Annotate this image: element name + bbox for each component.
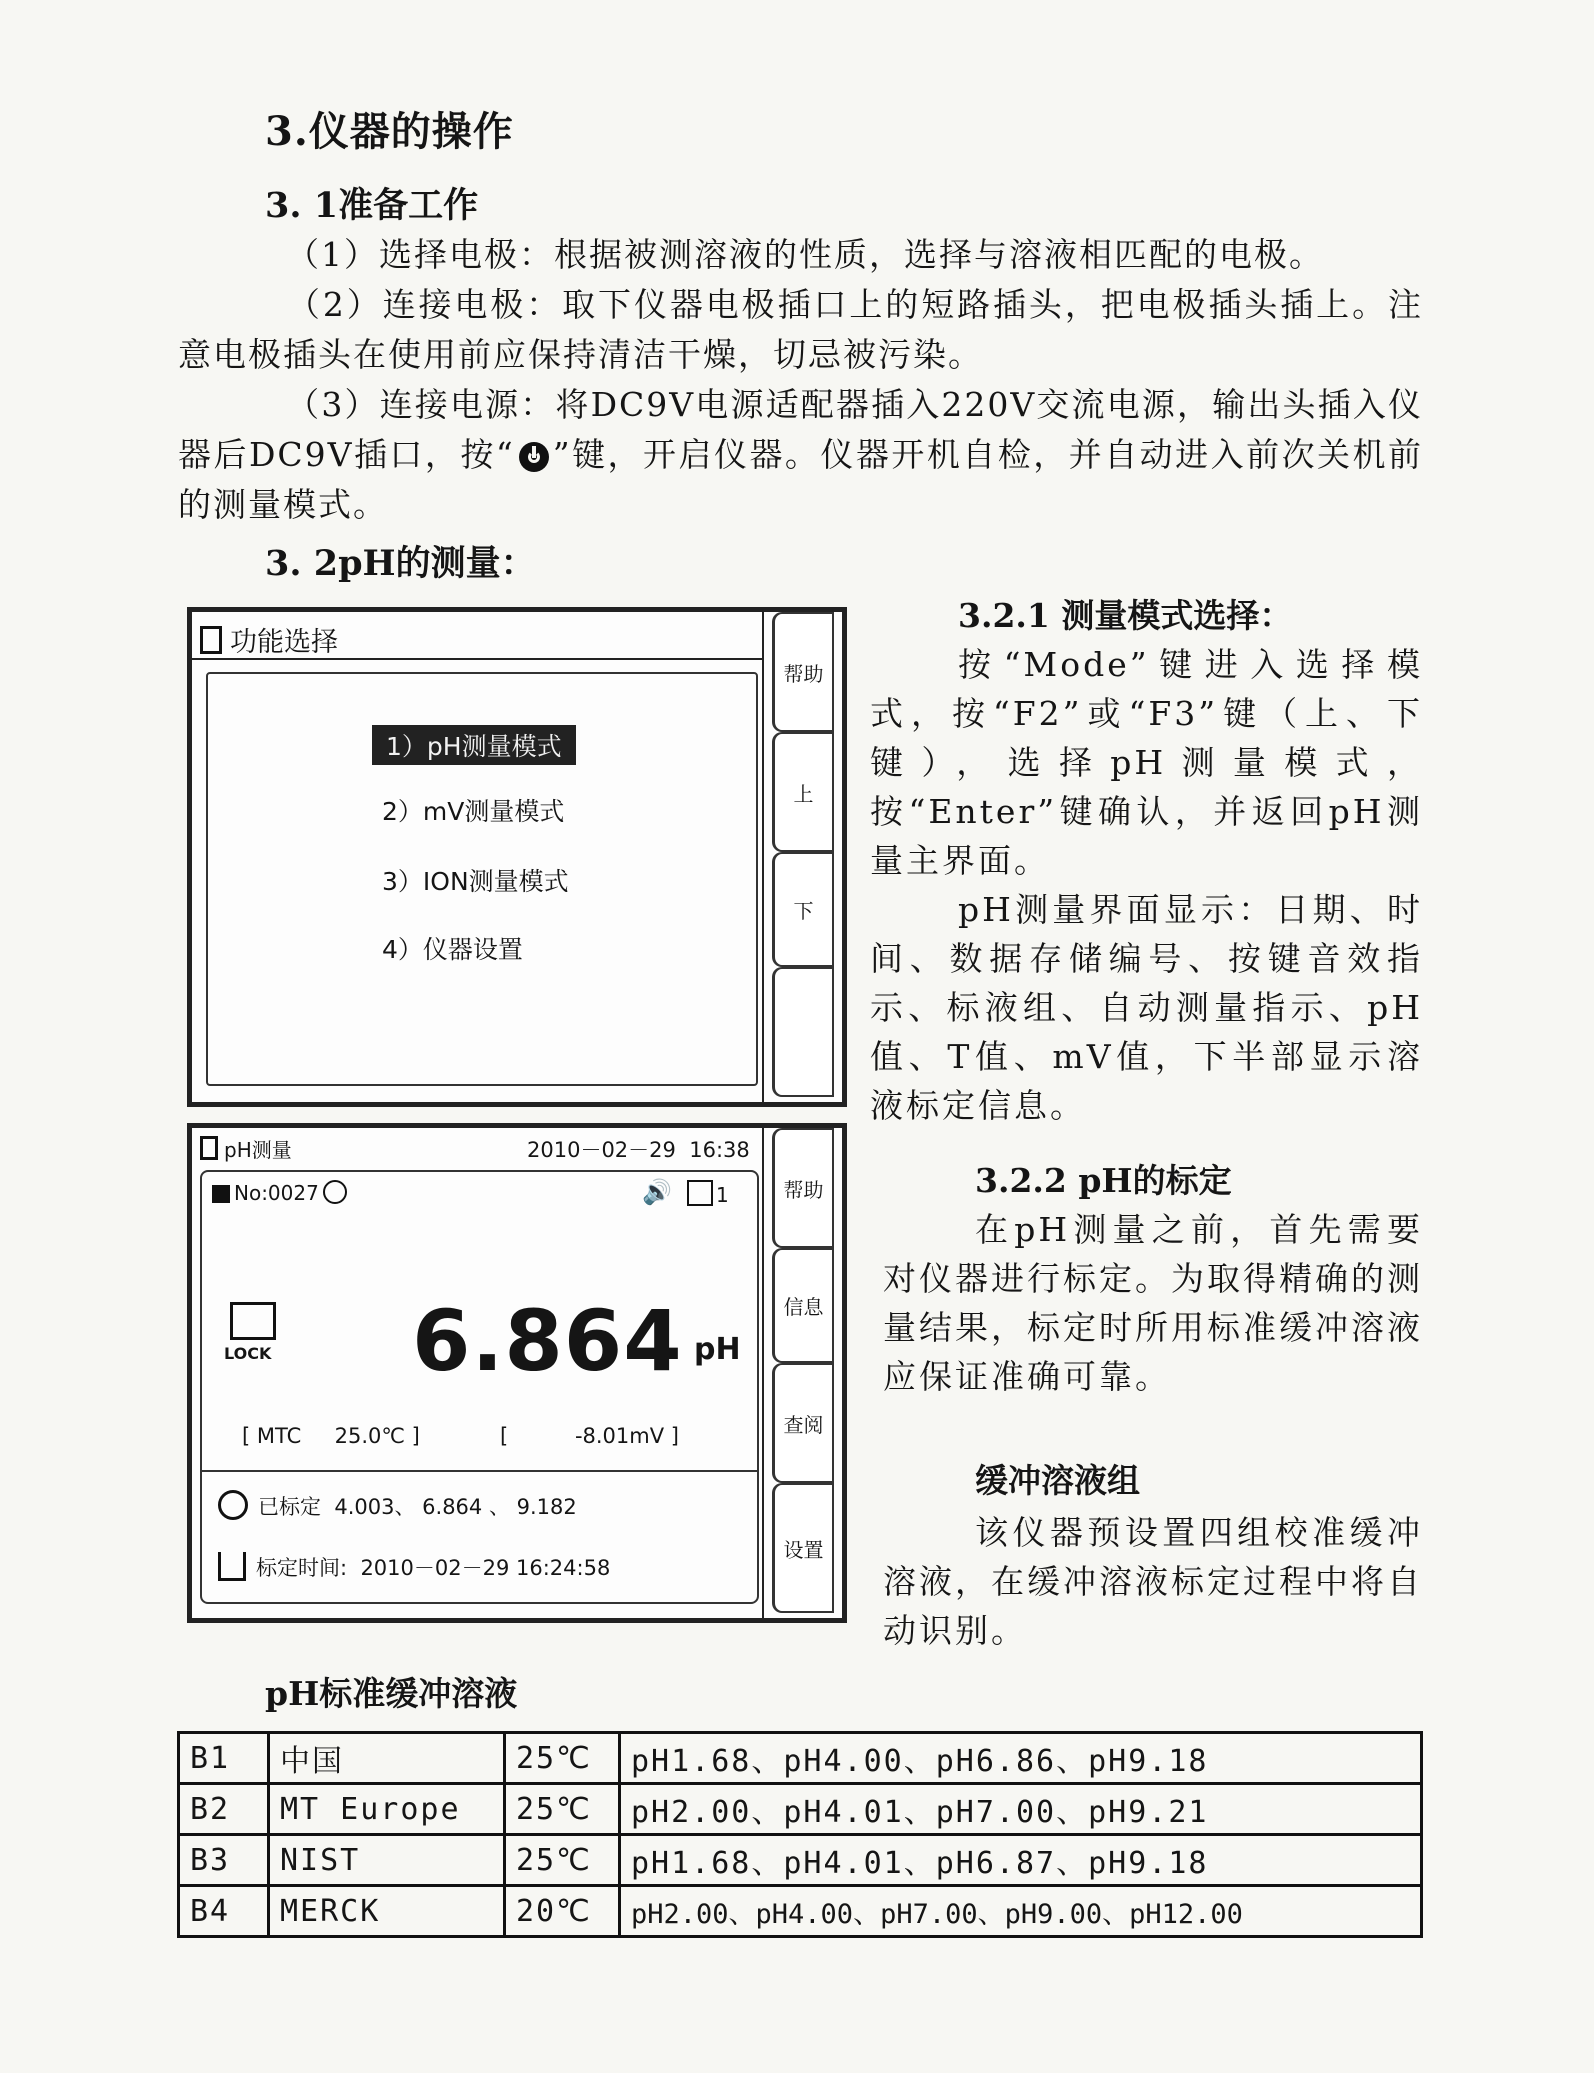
table-cell: 25℃: [505, 1733, 620, 1784]
prep-title: 3. 1准备工作: [265, 185, 479, 226]
info-softkey[interactable]: 信息: [772, 1248, 834, 1363]
save-icon: [212, 1185, 230, 1203]
help-softkey[interactable]: 帮助: [772, 1128, 834, 1248]
prep-step-1: （1）选择电极：根据被测溶液的性质，选择与溶液相匹配的电极。: [286, 235, 1324, 274]
blank-softkey[interactable]: [772, 967, 834, 1097]
table-cell: 25℃: [505, 1784, 620, 1835]
menu-icon: [200, 626, 222, 654]
buffer-table-caption: pH标准缓冲溶液: [265, 1674, 518, 1713]
table-row: [179, 1784, 1422, 1835]
temperature-readout: [ MTC 25.0℃ ]: [242, 1424, 420, 1448]
mv-readout: [ -8.01mV ]: [500, 1424, 679, 1448]
date-time: 2010－02－29 16:38: [527, 1138, 750, 1162]
screen-title: pH测量: [200, 1134, 292, 1163]
table-cell: 25℃: [505, 1835, 620, 1886]
table-cell: pH2.00、pH4.00、pH7.00、pH9.00、pH12.00: [620, 1886, 1422, 1937]
prep-step-3: （3）连接电源：将DC9V电源适配器插入220V交流电源，输出头插入仪器后DC9V插口，按“ ”键，开启仪器。仪器开机自检，并自动进入前次关机前的测量模式。: [178, 385, 1424, 524]
mode-icon: [200, 1136, 218, 1160]
settings-softkey[interactable]: 设置: [772, 1483, 834, 1613]
screen-title: 功能选择: [200, 620, 338, 659]
table-cell: 20℃: [505, 1886, 620, 1937]
table-cell: pH1.68、pH4.01、pH6.87、pH9.18: [620, 1835, 1422, 1886]
table-cell: B4: [179, 1886, 269, 1937]
down-softkey[interactable]: 下: [772, 852, 834, 967]
calibration-time: 标定时间: 2010－02－29 16:24:58: [218, 1552, 610, 1582]
table-row: [179, 1835, 1422, 1886]
menu-item-ph-mode[interactable]: 1）pH测量模式: [372, 725, 576, 765]
ph-measure-title: 3. 2pH的测量：: [265, 543, 536, 584]
calibration-title: 3.2.2 pH的标定: [975, 1161, 1232, 1200]
info-icon: [218, 1490, 248, 1520]
review-softkey[interactable]: 查阅: [772, 1363, 834, 1483]
buffer-group-title: 缓冲溶液组: [975, 1461, 1140, 1500]
ph-display-text: pH测量界面显示：日期、时间、数据存储编号、按键音效指示、标液组、自动测量指示、pH值、T值、mV值，下半部显示溶液标定信息。: [870, 890, 1423, 1125]
clock-icon: [323, 1180, 347, 1204]
buffer-group: 1: [687, 1180, 729, 1207]
prep-step-2: （2）连接电极：取下仪器电极插口上的短路插头，把电极插头插上。注意电极插头在使用前应保持清洁干燥，切忌被污染。: [178, 285, 1423, 374]
edit-icon: [230, 1302, 276, 1340]
mode-select-title: 3.2.1 测量模式选择：: [958, 596, 1293, 635]
up-softkey[interactable]: 上: [772, 732, 834, 852]
measure-panel: [200, 1170, 759, 1604]
calibrated-info: 已标定 4.003、 6.864 、 9.182: [218, 1490, 577, 1521]
table-cell: MERCK: [269, 1886, 505, 1937]
ph-measure-screen: [187, 1123, 847, 1623]
mode-select-text: 按“Mode”键进入选择模式，按“F2”或“F3”键（上、下键），选择pH测量模式，按“Enter”键确认，并返回pH测量主界面。: [870, 645, 1423, 880]
softkey-column: [762, 1128, 842, 1618]
softkey-column: [762, 612, 842, 1102]
beaker-icon: [218, 1552, 246, 1581]
menu-item-settings[interactable]: 4）仪器设置: [382, 935, 523, 964]
table-row: [179, 1886, 1422, 1937]
help-softkey[interactable]: 帮助: [772, 612, 834, 732]
calibration-text: 在pH测量之前，首先需要对仪器进行标定。为取得精确的测量结果，标定时所用标准缓冲溶液应保证准确可靠。: [883, 1210, 1423, 1396]
table-cell: 中国: [269, 1733, 505, 1784]
menu-item-ion-mode[interactable]: 3）ION测量模式: [382, 867, 569, 896]
ph-value: 6.864: [412, 1292, 683, 1390]
table-cell: MT Europe: [269, 1784, 505, 1835]
table-row: [179, 1733, 1422, 1784]
sound-indicator: [642, 1178, 672, 1206]
function-select-screen: [187, 607, 847, 1107]
section-title: 3.仪器的操作: [265, 108, 514, 155]
table-cell: B1: [179, 1733, 269, 1784]
table-cell: B3: [179, 1835, 269, 1886]
table-cell: pH2.00、pH4.01、pH7.00、pH9.21: [620, 1784, 1422, 1835]
buffer-table: [177, 1731, 1423, 1938]
buffer-group-icon: [687, 1180, 713, 1206]
power-icon: [519, 442, 549, 472]
speaker-icon: 🔊: [642, 1178, 672, 1206]
storage-number: No:0027: [212, 1180, 347, 1205]
buffer-group-text: 该仪器预设置四组校准缓冲溶液，在缓冲溶液标定过程中将自动识别。: [883, 1513, 1423, 1650]
table-cell: NIST: [269, 1835, 505, 1886]
lock-label: LOCK: [224, 1344, 272, 1363]
table-cell: B2: [179, 1784, 269, 1835]
ph-unit: pH: [694, 1332, 741, 1367]
table-cell: pH1.68、pH4.00、pH6.86、pH9.18: [620, 1733, 1422, 1784]
menu-item-mv-mode[interactable]: 2）mV测量模式: [382, 797, 565, 826]
